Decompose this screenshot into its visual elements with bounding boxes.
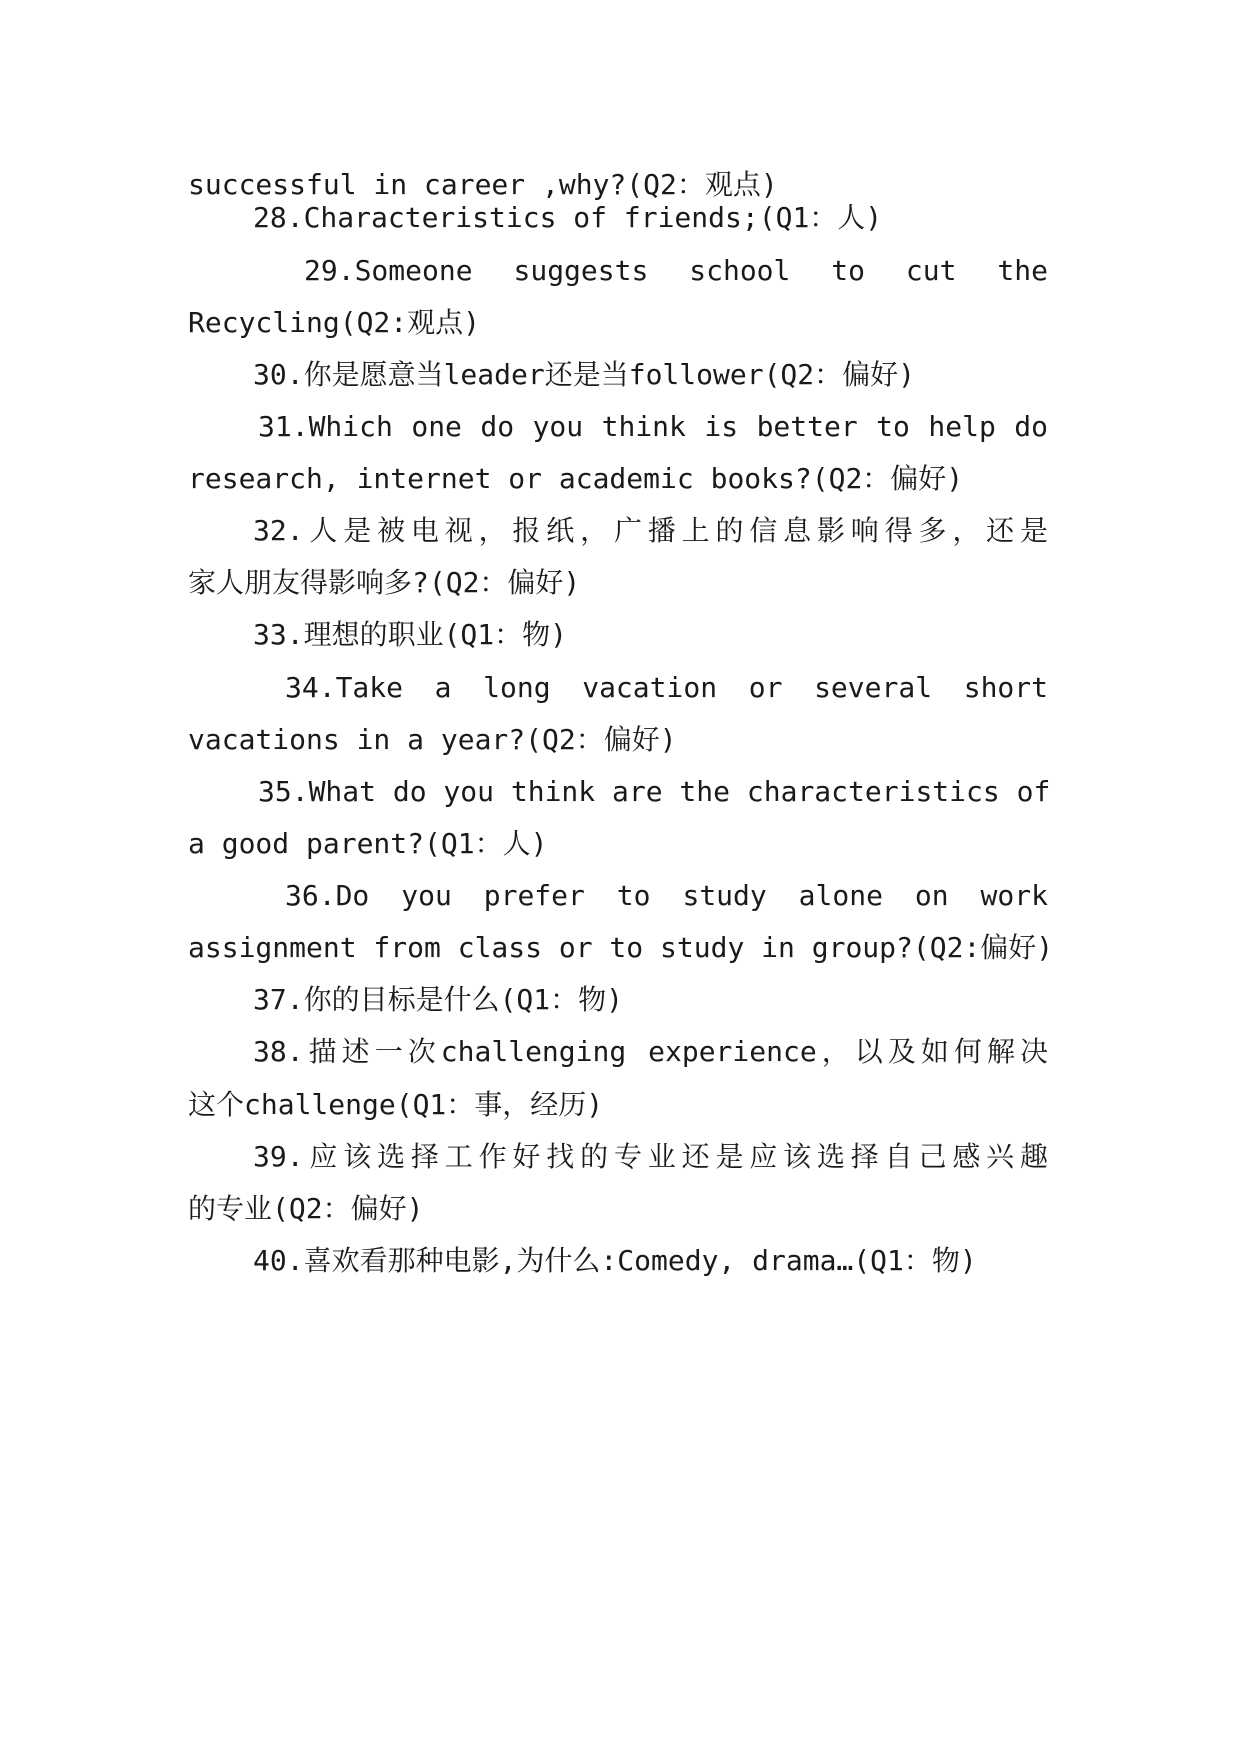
- item-34: 34.Take a long vacation or several short: [285, 671, 1048, 704]
- item-38: 38.描述一次challenging experience，以及如何解决: [253, 1035, 1048, 1068]
- text-line: Recycling(Q2:观点): [188, 306, 481, 339]
- text-line: 这个challenge(Q1：事，经历): [188, 1088, 604, 1121]
- item-39: 39.应该选择工作好找的专业还是应该选择自己感兴趣: [253, 1140, 1048, 1173]
- item-29: 29.Someone suggests school to cut the: [304, 254, 1048, 287]
- item-32: 32.人是被电视，报纸，广播上的信息影响得多，还是: [253, 514, 1048, 547]
- item-31: 31.Which one do you think is better to help do: [258, 410, 1048, 443]
- text-line: assignment from class or to study in group?(Q2:偏好): [188, 931, 1054, 964]
- item-35: 35.What do you think are the characteristics of: [258, 775, 1051, 808]
- text-line: successful in career ,why?(Q2：观点): [188, 168, 778, 201]
- text-line: 家人朋友得影响多?(Q2：偏好): [188, 566, 581, 599]
- text-line: a good parent?(Q1：人): [188, 827, 548, 860]
- item-36: 36.Do you prefer to study alone on work: [285, 879, 1048, 912]
- text-line: 的专业(Q2：偏好): [188, 1192, 424, 1225]
- item-28: 28.Characteristics of friends;(Q1：人): [253, 201, 883, 234]
- item-30: 30.你是愿意当leader还是当follower(Q2：偏好): [253, 358, 916, 391]
- item-37: 37.你的目标是什么(Q1：物): [253, 983, 624, 1016]
- text-line: vacations in a year?(Q2：偏好): [188, 723, 677, 756]
- item-40: 40.喜欢看那种电影,为什么:Comedy, drama…(Q1：物): [253, 1244, 977, 1277]
- item-33: 33.理想的职业(Q1：物): [253, 618, 568, 651]
- text-line: research, internet or academic books?(Q2：偏好): [188, 462, 964, 495]
